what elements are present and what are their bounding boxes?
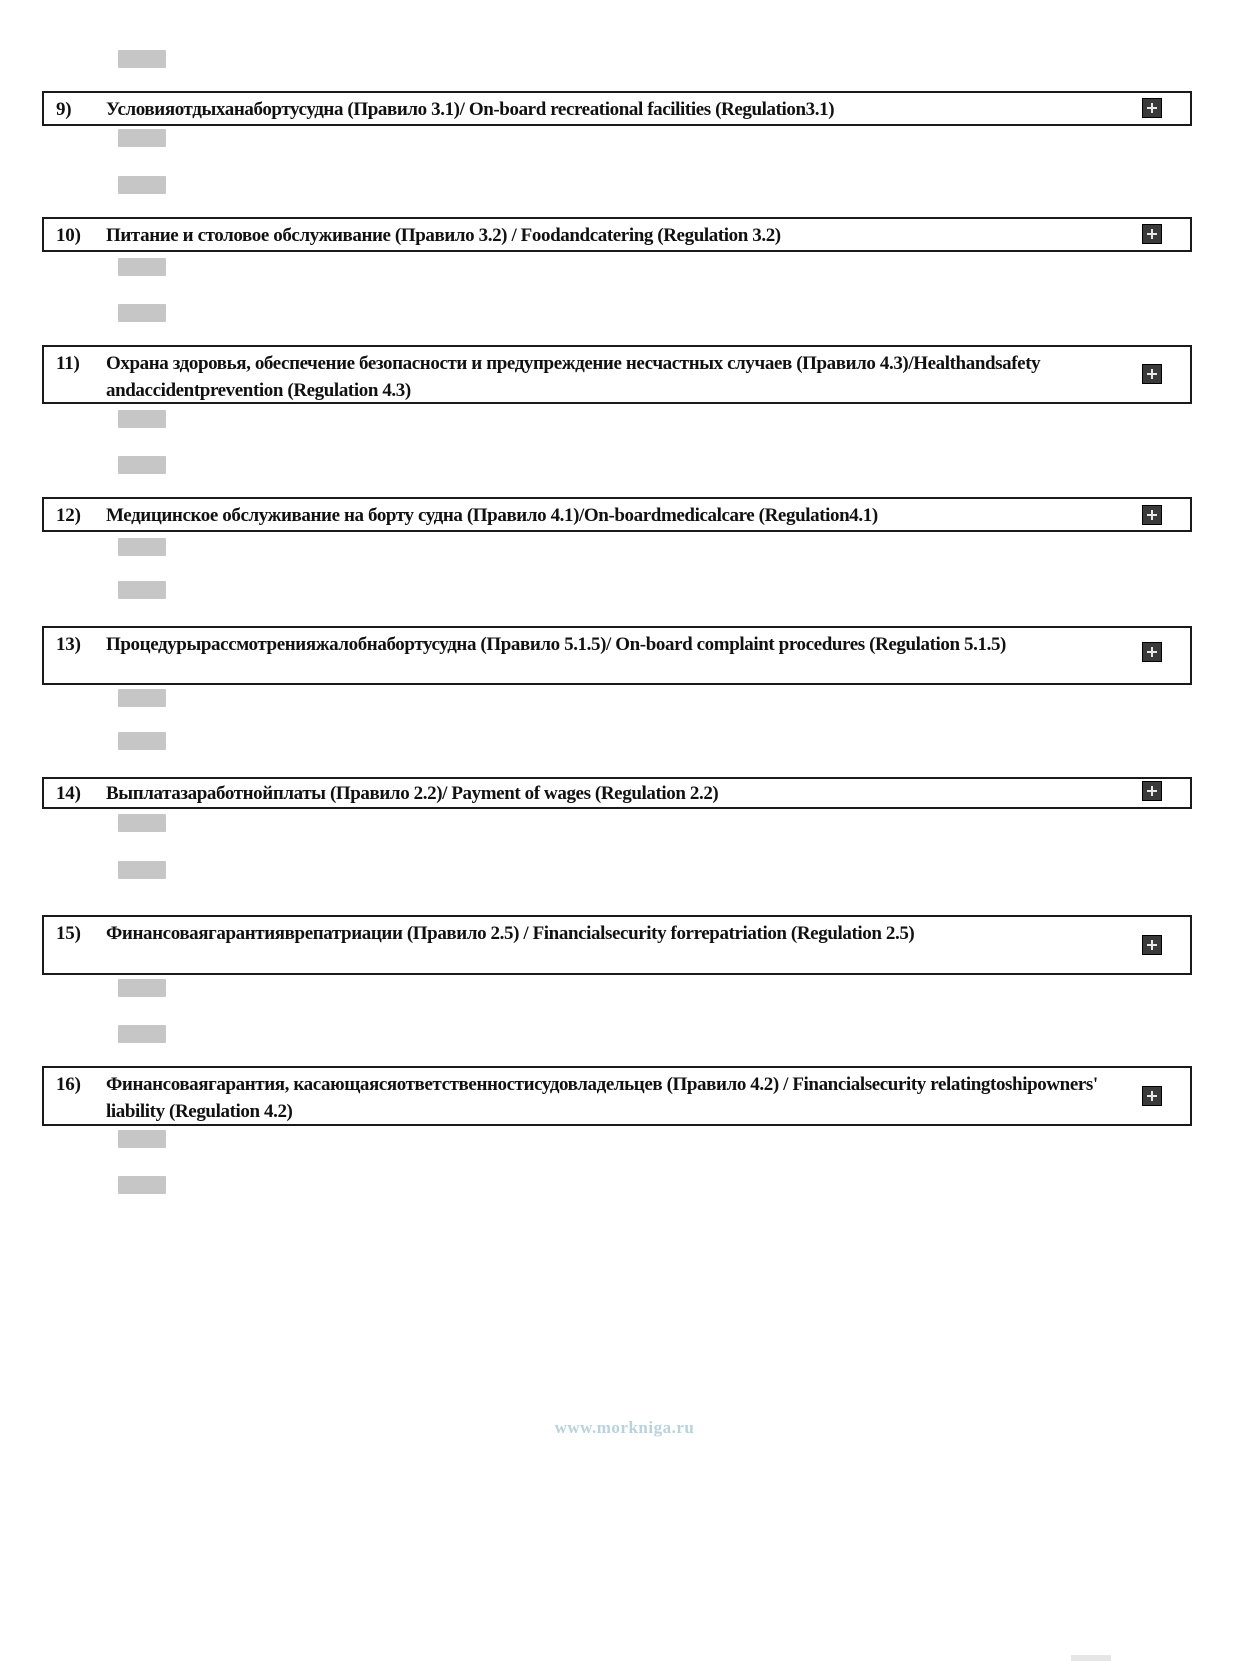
text-field-placeholder[interactable] — [118, 979, 166, 997]
plus-square-icon[interactable] — [1142, 505, 1162, 525]
section-title: Условияотдыханабортусудна (Правило 3.1)/ On-board recreational facilities (Regulation3.1) — [106, 99, 835, 120]
text-field-placeholder[interactable] — [118, 304, 166, 322]
text-field-placeholder[interactable] — [118, 689, 166, 707]
section-number: 10) — [56, 225, 81, 246]
section-number: 15) — [56, 923, 81, 944]
text-field-placeholder[interactable] — [118, 129, 166, 147]
text-field-placeholder[interactable] — [118, 538, 166, 556]
text-field-placeholder[interactable] — [118, 1130, 166, 1148]
text-field-placeholder[interactable] — [118, 732, 166, 750]
text-field-placeholder[interactable] — [118, 861, 166, 879]
watermark: www.morkniga.ru — [554, 1418, 695, 1437]
section-15 — [42, 915, 1192, 975]
plus-square-icon[interactable] — [1142, 224, 1162, 244]
section-title: Финансоваягарантияврепатриации (Правило 2.5) / Financialsecurity forrepatriation (Regulation 2.5) — [106, 923, 915, 944]
text-field-placeholder[interactable] — [118, 50, 166, 68]
plus-square-icon[interactable] — [1142, 1086, 1162, 1106]
section-title: Процедурырассмотренияжалобнабортусудна (Правило 5.1.5)/ On-board complaint procedures (Regulation 5.1.5) — [106, 634, 1006, 655]
text-field-placeholder[interactable] — [118, 1025, 166, 1043]
plus-square-icon[interactable] — [1142, 642, 1162, 662]
section-title: Охрана здоровья, обеспечение безопасности и предупреждение несчастных случаев (Правило 4.3)/Healthandsafety andaccidentprevention (Regulation 4.3) — [106, 353, 1041, 401]
section-number: 13) — [56, 634, 81, 655]
text-field-placeholder[interactable] — [118, 456, 166, 474]
plus-square-icon[interactable] — [1142, 781, 1162, 801]
section-title: Выплатазаработнойплаты (Правило 2.2)/ Payment of wages (Regulation 2.2) — [106, 783, 719, 804]
section-title: Медицинское обслуживание на борту судна (Правило 4.1)/On-boardmedicalcare (Regulation4.1) — [106, 505, 878, 526]
section-10 — [42, 217, 1192, 252]
section-11 — [42, 345, 1192, 404]
section-number: 12) — [56, 505, 81, 526]
section-13 — [42, 626, 1192, 685]
section-number: 9) — [56, 99, 72, 120]
text-field-placeholder[interactable] — [118, 410, 166, 428]
section-title: Питание и столовое обслуживание (Правило 3.2) / Foodandcatering (Regulation 3.2) — [106, 225, 781, 246]
text-field-placeholder[interactable] — [118, 581, 166, 599]
section-14 — [42, 777, 1192, 809]
section-16 — [42, 1066, 1192, 1126]
section-number: 11) — [56, 353, 80, 374]
section-9 — [42, 91, 1192, 126]
text-field-placeholder[interactable] — [118, 814, 166, 832]
section-number: 14) — [56, 783, 81, 804]
text-field-placeholder[interactable] — [118, 258, 166, 276]
section-12 — [42, 497, 1192, 532]
page-corner-mark — [1071, 1655, 1111, 1661]
text-field-placeholder[interactable] — [118, 1176, 166, 1194]
section-title: Финансоваягарантия, касающаясяответственностисудовладельцев (Правило 4.2) / Financialsecurity relatingtoshipowners' liability (Regulation 4.2) — [106, 1074, 1098, 1122]
plus-square-icon[interactable] — [1142, 364, 1162, 384]
plus-square-icon[interactable] — [1142, 98, 1162, 118]
text-field-placeholder[interactable] — [118, 176, 166, 194]
section-number: 16) — [56, 1074, 81, 1095]
plus-square-icon[interactable] — [1142, 935, 1162, 955]
